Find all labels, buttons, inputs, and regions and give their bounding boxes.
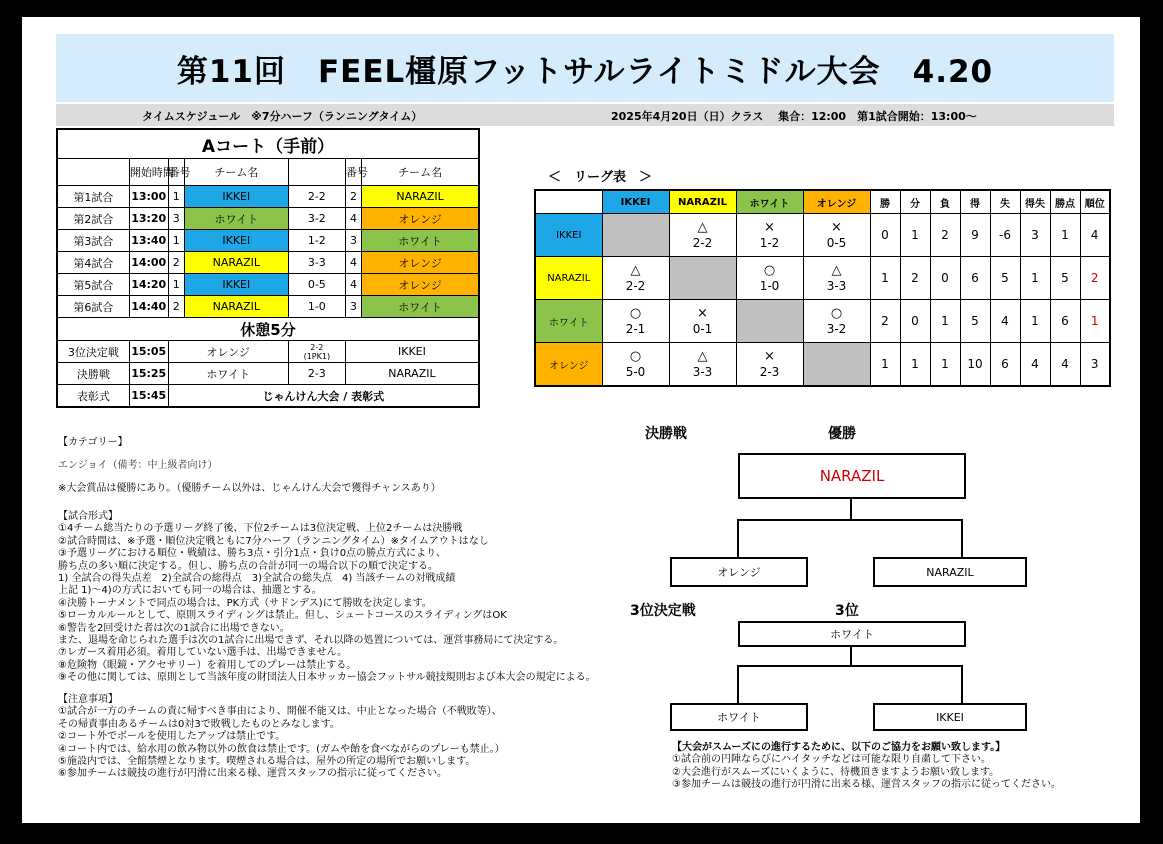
- league-result-cell: [669, 214, 736, 257]
- third-place-winner-box: ホワイト: [738, 621, 966, 647]
- league-row-team: オレンジ: [535, 343, 602, 387]
- result-symbol: △: [831, 263, 842, 278]
- match-label: 第1試合: [57, 186, 129, 208]
- league-stat-cell: 2: [930, 214, 960, 257]
- league-stat-cell: 1: [930, 343, 960, 387]
- rules-line: ④決勝トーナメントで同点の場合は、PK方式（サドンデス)にて勝敗を決定します。: [58, 597, 432, 609]
- league-stat-cell: 0: [870, 214, 900, 257]
- team-number: 2: [168, 252, 184, 274]
- league-result-cell: [602, 257, 669, 300]
- final-team-a-box: オレンジ: [670, 557, 808, 587]
- match-score: 1-2: [288, 230, 345, 252]
- requests-line: ①試合前の円陣ならびにハイタッチなどは可能な限り自粛して下さい。: [672, 754, 991, 766]
- final-time: 15:25: [129, 363, 168, 385]
- league-team-header: IKKEI: [602, 190, 669, 214]
- rules-line: ①4チーム総当たりの予選リーグ終了後、下位2チームは3位決定戦、上位2チームは決勝戦: [58, 523, 463, 535]
- third-team-b-box: IKKEI: [873, 703, 1027, 731]
- league-stat-cell: 1: [1080, 300, 1110, 343]
- result-score: 3-2: [826, 322, 847, 336]
- result-score: 2-2: [692, 236, 713, 250]
- league-stat-cell: 6: [1050, 300, 1080, 343]
- category-heading: 【カテゴリー】: [58, 437, 128, 448]
- league-stat-cell: 2: [900, 257, 930, 300]
- third-place-team-a: オレンジ: [168, 341, 288, 363]
- league-stat-header: 得: [960, 190, 990, 214]
- bracket-line: [850, 497, 852, 519]
- match-score: 1-0: [288, 296, 345, 318]
- league-stat-cell: 10: [960, 343, 990, 387]
- league-stat-cell: 1: [870, 343, 900, 387]
- break-label: 休憩5分: [57, 318, 479, 341]
- result-score: 2-1: [625, 322, 646, 336]
- team-b-cell: オレンジ: [362, 208, 479, 230]
- league-self-cell: [736, 300, 803, 343]
- league-row-team: ホワイト: [535, 300, 602, 343]
- final-team-a: ホワイト: [168, 363, 288, 385]
- match-row: [57, 186, 479, 208]
- match-score: 2-2: [288, 186, 345, 208]
- cautions-section: [58, 694, 505, 781]
- team-number: 3: [345, 296, 361, 318]
- league-result-cell: [803, 257, 870, 300]
- league-stat-cell: 4: [990, 300, 1020, 343]
- result-symbol: ○: [629, 306, 642, 321]
- header-start-time: 開始時間: [129, 159, 168, 186]
- league-stat-header: 得失: [1020, 190, 1050, 214]
- team-number: 4: [345, 252, 361, 274]
- league-stat-header: 勝: [870, 190, 900, 214]
- team-b-cell: オレンジ: [362, 274, 479, 296]
- match-time: 13:00: [129, 186, 168, 208]
- third-place-team-b: IKKEI: [345, 341, 479, 363]
- team-a-cell: NARAZIL: [184, 252, 288, 274]
- cautions-line: ④コート内では、給水用の飲み物以外の飲食は禁止です。(ガムや飴を食べながらのプレーも禁止。）: [58, 743, 505, 755]
- league-result-cell: [736, 214, 803, 257]
- team-number: 4: [345, 208, 361, 230]
- rules-line: 勝ち点の多い順に決定する。但し、勝ち点の合計が同一の場合以下の順で決定する。: [58, 560, 438, 572]
- final-team-b: NARAZIL: [345, 363, 479, 385]
- match-label: 第4試合: [57, 252, 129, 274]
- league-result-cell: [736, 343, 803, 387]
- league-stat-cell: 6: [990, 343, 1020, 387]
- bracket-line: [850, 645, 852, 665]
- league-stat-cell: 0: [930, 257, 960, 300]
- requests-section: [672, 742, 1061, 792]
- cautions-line: ⑤施設内では、全館禁煙となります。喫煙される場合は、屋外の所定の場所でお願いします。: [58, 756, 476, 768]
- team-a-cell: IKKEI: [184, 186, 288, 208]
- champion-box: NARAZIL: [738, 453, 966, 499]
- result-symbol: ○: [830, 306, 843, 321]
- league-self-cell: [669, 257, 736, 300]
- award-time: 15:45: [129, 385, 168, 408]
- result-symbol: ×: [764, 220, 775, 235]
- match-row: [57, 296, 479, 318]
- league-stat-cell: 2: [870, 300, 900, 343]
- rules-heading: 【試合形式】: [58, 511, 118, 522]
- rules-line: ⑤ローカルルールとして、原則スライディングは禁止。但し、シュートコースのスライディングはOK: [58, 610, 507, 622]
- league-stat-cell: 5: [990, 257, 1020, 300]
- team-number: 1: [168, 230, 184, 252]
- league-stat-cell: 1: [870, 257, 900, 300]
- third-team-a-box: ホワイト: [670, 703, 808, 731]
- bracket-line: [961, 519, 963, 559]
- header-number-2: 番号: [345, 159, 361, 186]
- category-line-1: エンジョイ（備考：中上級者向け）: [58, 460, 218, 471]
- league-team-header: オレンジ: [803, 190, 870, 214]
- league-result-cell: [602, 300, 669, 343]
- result-symbol: △: [697, 349, 708, 364]
- team-b-cell: ホワイト: [362, 296, 479, 318]
- result-score: 0-5: [826, 236, 847, 250]
- match-row: [57, 252, 479, 274]
- bracket-third-place-label: 3位: [835, 603, 859, 619]
- match-score: 0-5: [288, 274, 345, 296]
- bracket-winner-label: 優勝: [828, 426, 856, 442]
- match-label: 第2試合: [57, 208, 129, 230]
- league-stat-header: 順位: [1080, 190, 1110, 214]
- league-stat-cell: -6: [990, 214, 1020, 257]
- match-label: 第3試合: [57, 230, 129, 252]
- bracket-line: [737, 519, 963, 521]
- team-number: 4: [345, 274, 361, 296]
- category-section: [58, 436, 441, 496]
- league-row-team: NARAZIL: [535, 257, 602, 300]
- result-symbol: △: [630, 263, 641, 278]
- result-symbol: ×: [697, 306, 708, 321]
- league-stat-cell: 6: [960, 257, 990, 300]
- third-place-score: [288, 341, 345, 363]
- league-table: [534, 189, 1111, 387]
- requests-line: ②大会進行がスムーズにいくように、待機頂きますようお願い致します。: [672, 766, 1000, 778]
- league-stat-cell: 3: [1020, 214, 1050, 257]
- result-score: 2-3: [759, 365, 780, 379]
- team-number: 3: [345, 230, 361, 252]
- league-result-cell: [669, 300, 736, 343]
- team-a-cell: IKKEI: [184, 274, 288, 296]
- rules-line: ⑨その他に関しては、原則として当該年度の財団法人日本サッカー協会フットサル競技規則および本大会の規定による。: [58, 672, 596, 684]
- league-title: ＜ リーグ表 ＞: [548, 170, 653, 185]
- result-score: 2-2: [625, 279, 646, 293]
- league-stat-header: 失: [990, 190, 1020, 214]
- result-symbol: ○: [629, 349, 642, 364]
- league-stat-header: 分: [900, 190, 930, 214]
- bracket-line: [737, 519, 739, 559]
- result-symbol: ○: [763, 263, 776, 278]
- team-number: 1: [168, 186, 184, 208]
- award-text: じゃんけん大会 / 表彰式: [168, 385, 479, 408]
- result-score: 0-1: [692, 322, 713, 336]
- header-score-blank: [288, 159, 345, 186]
- court-title: Aコート（手前）: [57, 129, 479, 159]
- league-stat-cell: 1: [930, 300, 960, 343]
- third-place-score-pk: (1PK1): [303, 351, 331, 361]
- cautions-line: ②コート外でボールを使用したアップは禁止です。: [58, 731, 286, 743]
- match-row: [57, 274, 479, 296]
- league-stat-cell: 5: [1050, 257, 1080, 300]
- requests-heading: 【大会がスムーズにの進行するために、以下のご協力をお願い致します。】: [672, 742, 1006, 753]
- result-score: 3-3: [692, 365, 713, 379]
- league-stat-cell: 1: [900, 343, 930, 387]
- league-stat-cell: 4: [1050, 343, 1080, 387]
- league-stat-header: 勝点: [1050, 190, 1080, 214]
- match-label: 第5試合: [57, 274, 129, 296]
- requests-line: ③参加チームは競技の進行が円滑に出来る様、運営スタッフの指示に従ってください。: [672, 779, 1061, 791]
- cautions-line: その帰責事由あるチームは0対3で敗戦したものとみなします。: [58, 718, 340, 730]
- award-label: 表彰式: [57, 385, 129, 408]
- match-label: 第6試合: [57, 296, 129, 318]
- league-stat-cell: 1: [900, 214, 930, 257]
- result-score: 1-0: [759, 279, 780, 293]
- bracket-third-label: 3位決定戦: [630, 603, 696, 619]
- team-number: 2: [345, 186, 361, 208]
- match-time: 14:00: [129, 252, 168, 274]
- header-blank: [57, 159, 129, 186]
- match-time: 14:20: [129, 274, 168, 296]
- rules-line: ③予選リーグにおける順位・戦績は、勝ち3点・引分1点・負け0点の勝点方式により、: [58, 548, 447, 560]
- final-score: 2-3: [288, 363, 345, 385]
- league-row: [535, 343, 1110, 387]
- match-time: 14:40: [129, 296, 168, 318]
- league-result-cell: [803, 214, 870, 257]
- league-stat-header: 負: [930, 190, 960, 214]
- league-stat-cell: 9: [960, 214, 990, 257]
- team-number: 3: [168, 208, 184, 230]
- league-result-cell: [736, 257, 803, 300]
- header-team-2: チーム名: [362, 159, 479, 186]
- team-b-cell: ホワイト: [362, 230, 479, 252]
- league-stat-cell: 5: [960, 300, 990, 343]
- match-time: 13:40: [129, 230, 168, 252]
- bracket-final-label: 決勝戦: [645, 426, 687, 442]
- schedule-subheader: [56, 104, 1114, 126]
- team-number: 2: [168, 296, 184, 318]
- league-row: [535, 214, 1110, 257]
- league-team-header: NARAZIL: [669, 190, 736, 214]
- league-row-team: IKKEI: [535, 214, 602, 257]
- bracket-line: [961, 665, 963, 705]
- cautions-heading: 【注意事項】: [58, 694, 118, 705]
- schedule-table: [56, 128, 480, 408]
- league-corner: [535, 190, 602, 214]
- rules-line: 上記 1)～4)の方式においても同一の場合は、抽選とする。: [58, 585, 322, 597]
- league-self-cell: [803, 343, 870, 387]
- third-place-label: 3位決定戦: [57, 341, 129, 363]
- third-place-score-main: 2-2: [310, 342, 324, 352]
- match-score: 3-3: [288, 252, 345, 274]
- team-b-cell: オレンジ: [362, 252, 479, 274]
- cautions-line: ①試合が一方のチームの責に帰すべき事由により、開催不能又は、中止となった場合（不戦敗等）、: [58, 706, 502, 718]
- result-symbol: △: [697, 220, 708, 235]
- match-row: [57, 230, 479, 252]
- league-stat-cell: 1: [1020, 257, 1050, 300]
- rules-line: ⑥警告を2回受けた者は次の1試合に出場できない。: [58, 622, 290, 634]
- league-row: [535, 300, 1110, 343]
- league-result-cell: [669, 343, 736, 387]
- league-stat-cell: 3: [1080, 343, 1110, 387]
- league-result-cell: [803, 300, 870, 343]
- cautions-line: ⑥参加チームは競技の進行が円滑に出来る様、運営スタッフの指示に従ってください。: [58, 768, 447, 780]
- match-score: 3-2: [288, 208, 345, 230]
- result-score: 3-3: [826, 279, 847, 293]
- bracket-line: [737, 665, 739, 705]
- final-team-b-box: NARAZIL: [873, 557, 1027, 587]
- result-score: 1-2: [759, 236, 780, 250]
- header-team: チーム名: [184, 159, 288, 186]
- league-stat-cell: 1: [1050, 214, 1080, 257]
- team-b-cell: NARAZIL: [362, 186, 479, 208]
- league-stat-cell: 4: [1020, 343, 1050, 387]
- result-score: 5-0: [625, 365, 646, 379]
- page-title: 第11回 FEEL橿原フットサルライトミドル大会 4.20: [56, 34, 1114, 102]
- league-row: [535, 257, 1110, 300]
- team-number: 1: [168, 274, 184, 296]
- rules-line: ⑦レガース着用必須。着用していない選手は、出場できません。: [58, 647, 348, 659]
- league-result-cell: [602, 343, 669, 387]
- subheader-left: タイムスケジュール ※7分ハーフ（ランニングタイム）: [142, 110, 423, 123]
- team-a-cell: IKKEI: [184, 230, 288, 252]
- rules-line: ②試合時間は、※予選・順位決定戦ともに7分ハーフ（ランニングタイム）※タイムアウトはなし: [58, 535, 489, 547]
- final-label: 決勝戦: [57, 363, 129, 385]
- team-a-cell: NARAZIL: [184, 296, 288, 318]
- result-symbol: ×: [831, 220, 842, 235]
- rules-line: ⑧危険物（眼鏡・アクセサリー）を着用してのプレーは禁止する。: [58, 659, 357, 671]
- league-stat-cell: 2: [1080, 257, 1110, 300]
- result-symbol: ×: [764, 349, 775, 364]
- match-row: [57, 208, 479, 230]
- league-stat-cell: 0: [900, 300, 930, 343]
- bracket-line: [737, 665, 963, 667]
- third-place-time: 15:05: [129, 341, 168, 363]
- rules-section: [58, 511, 596, 685]
- league-stat-cell: 4: [1080, 214, 1110, 257]
- header-number: 番号: [168, 159, 184, 186]
- subheader-right: 2025年4月20日（日）クラス 集合：12:00 第1試合開始：13:00～: [611, 110, 977, 123]
- rules-line: 1) 全試合の得失点差 2)全試合の総得点 3)全試合の総失点 4) 当該チームの対戦成績: [58, 573, 456, 585]
- team-a-cell: ホワイト: [184, 208, 288, 230]
- rules-line: また、退場を命じられた選手は次の1試合に出場できず、それ以降の処置については、運営事務局にて決定する。: [58, 635, 564, 647]
- category-line-2: ※大会賞品は優勝にあり。（優勝チーム以外は、じゃんけん大会で獲得チャンスあり）: [58, 483, 441, 494]
- league-stat-cell: 1: [1020, 300, 1050, 343]
- match-time: 13:20: [129, 208, 168, 230]
- league-self-cell: [602, 214, 669, 257]
- league-team-header: ホワイト: [736, 190, 803, 214]
